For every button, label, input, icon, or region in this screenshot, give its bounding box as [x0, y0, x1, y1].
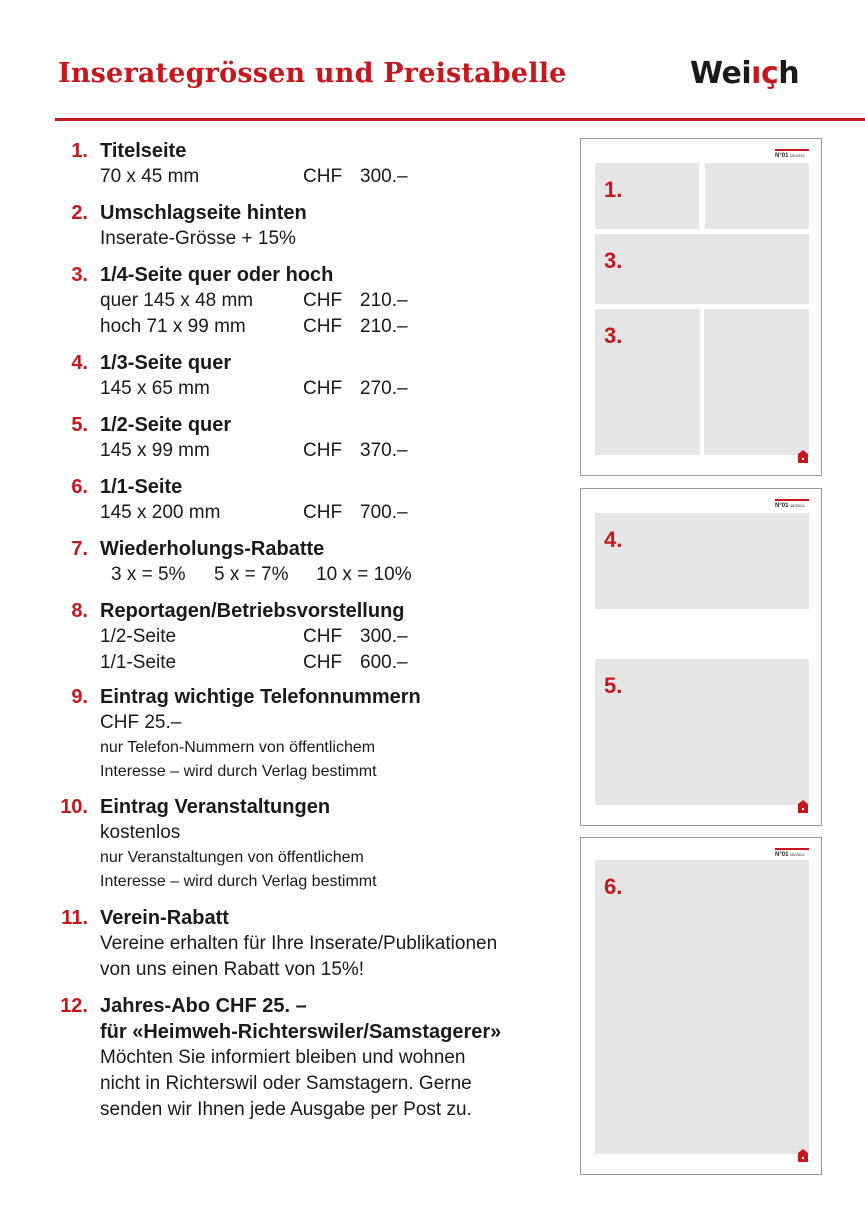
price-row — [100, 500, 560, 526]
item-note: nur Veranstaltungen von öffentlichem — [100, 849, 364, 866]
discount-value: 10 x = 10% — [316, 564, 412, 585]
ad-slot-title — [595, 163, 699, 229]
item-title: Eintrag Veranstaltungen — [100, 796, 331, 818]
price: 210.– — [360, 316, 408, 337]
slot-label: 3. — [604, 323, 623, 348]
price-row — [100, 314, 560, 340]
price: 700.– — [360, 502, 408, 523]
ad-slot-third — [595, 513, 809, 609]
item-text: Inserate-Grösse + 15% — [100, 228, 296, 249]
currency: CHF — [303, 502, 343, 523]
item-number: 3. — [71, 264, 88, 286]
slot-label: 1. — [604, 177, 623, 202]
masthead-date: 05/2024 — [790, 153, 805, 158]
masthead-number: N°01 — [775, 852, 789, 858]
price-row — [100, 650, 560, 676]
ad-slot-quarter-landscape — [595, 234, 809, 304]
slot-label: 5. — [604, 673, 623, 698]
price-row — [100, 438, 560, 464]
masthead — [775, 499, 809, 510]
item-title: Jahres-Abo CHF 25. – — [100, 995, 307, 1017]
item-title: 1/4-Seite quer oder hoch — [100, 264, 334, 286]
currency: CHF — [303, 440, 343, 461]
size: hoch 71 x 99 mm — [100, 316, 246, 337]
size: quer 145 x 48 mm — [100, 290, 254, 311]
masthead-number: N°01 — [775, 153, 789, 159]
item-number: 7. — [71, 538, 88, 560]
size: 1/1-Seite — [100, 652, 177, 673]
price: 370.– — [360, 440, 408, 461]
item-note: Interesse – wird durch Verlag bestimmt — [100, 873, 377, 890]
slot-label: 4. — [604, 527, 623, 552]
price: 600.– — [360, 652, 408, 673]
ad-slot-full — [595, 860, 809, 1154]
size: 70 x 45 mm — [100, 166, 200, 187]
size: 1/2-Seite — [100, 626, 177, 647]
ad-slot — [704, 309, 809, 455]
item-number: 1. — [71, 140, 88, 162]
item-subtitle: für «Heimweh-Richterswiler/Samstagerer» — [100, 1021, 502, 1043]
discount-value: 3 x = 5% — [111, 564, 186, 585]
masthead — [775, 848, 809, 859]
header-rule — [55, 118, 865, 121]
item-text: senden wir Ihnen jede Ausgabe per Post zu. — [100, 1099, 472, 1120]
currency: CHF — [303, 378, 343, 399]
masthead-date: 05/2024 — [790, 852, 805, 857]
item-text: Vereine erhalten für Ihre Inserate/Publikationen — [100, 933, 498, 954]
masthead-date: 05/2024 — [790, 503, 805, 508]
slot-label: 6. — [604, 874, 623, 899]
price: 300.– — [360, 166, 408, 187]
layout-page-thumbnail — [580, 488, 822, 826]
item-title: 1/2-Seite quer — [100, 414, 232, 436]
price: 270.– — [360, 378, 408, 399]
page-title: Inserategrössen und Preistabelle — [58, 58, 567, 89]
item-text: Möchten Sie informiert bleiben und wohnen — [100, 1047, 466, 1068]
item-title: Reportagen/Betriebsvorstellung — [100, 600, 405, 622]
price-row — [100, 376, 560, 402]
item-text: kostenlos — [100, 822, 181, 843]
layout-page-thumbnail — [580, 138, 822, 476]
ad-slot — [705, 163, 809, 229]
item-title: Wiederholungs-Rabatte — [100, 538, 325, 560]
item-number: 6. — [71, 476, 88, 498]
logo-text-start: Wei — [690, 56, 752, 91]
item-number: 5. — [71, 414, 88, 436]
item-text: CHF 25.– — [100, 712, 182, 733]
house-icon — [798, 1149, 808, 1162]
currency: CHF — [303, 652, 343, 673]
ad-slot-quarter-portrait — [595, 309, 700, 455]
item-title: 1/1-Seite — [100, 476, 183, 498]
price: 300.– — [360, 626, 408, 647]
item-text: von uns einen Rabatt von 15%! — [100, 959, 365, 980]
item-text: nicht in Richterswil oder Samstagern. Gerne — [100, 1073, 472, 1094]
item-note: nur Telefon-Nummern von öffentlichem — [100, 739, 376, 756]
layout-page-thumbnail — [580, 837, 822, 1175]
item-number: 4. — [71, 352, 88, 374]
item-number: 12. — [60, 995, 88, 1017]
item-title: Eintrag wichtige Telefonnummern — [100, 686, 421, 708]
brand-logo — [690, 56, 799, 91]
house-icon — [798, 800, 808, 813]
item-number: 2. — [71, 202, 88, 224]
price: 210.– — [360, 290, 408, 311]
logo-text-accent: ıç — [751, 56, 779, 91]
currency: CHF — [303, 290, 343, 311]
size: 145 x 200 mm — [100, 502, 221, 523]
currency: CHF — [303, 166, 343, 187]
price-row — [100, 164, 560, 190]
size: 145 x 65 mm — [100, 378, 210, 399]
item-number: 9. — [71, 686, 88, 708]
masthead-number: N°01 — [775, 503, 789, 509]
discount-value: 5 x = 7% — [214, 564, 289, 585]
masthead — [775, 149, 809, 160]
size: 145 x 99 mm — [100, 440, 210, 461]
currency: CHF — [303, 316, 343, 337]
item-number: 10. — [60, 796, 88, 818]
item-title: Verein-Rabatt — [100, 907, 229, 929]
logo-text-end: h — [778, 56, 800, 91]
price-row — [100, 624, 560, 650]
item-note: Interesse – wird durch Verlag bestimmt — [100, 763, 377, 780]
item-number: 8. — [71, 600, 88, 622]
discount-row — [100, 562, 560, 588]
item-title: Titelseite — [100, 140, 187, 162]
slot-label: 3. — [604, 248, 623, 273]
item-number: 11. — [61, 907, 88, 929]
house-icon — [798, 450, 808, 463]
price-row — [100, 288, 560, 314]
item-title: 1/3-Seite quer — [100, 352, 232, 374]
ad-slot-half — [595, 659, 809, 805]
item-title: Umschlagseite hinten — [100, 202, 307, 224]
currency: CHF — [303, 626, 343, 647]
